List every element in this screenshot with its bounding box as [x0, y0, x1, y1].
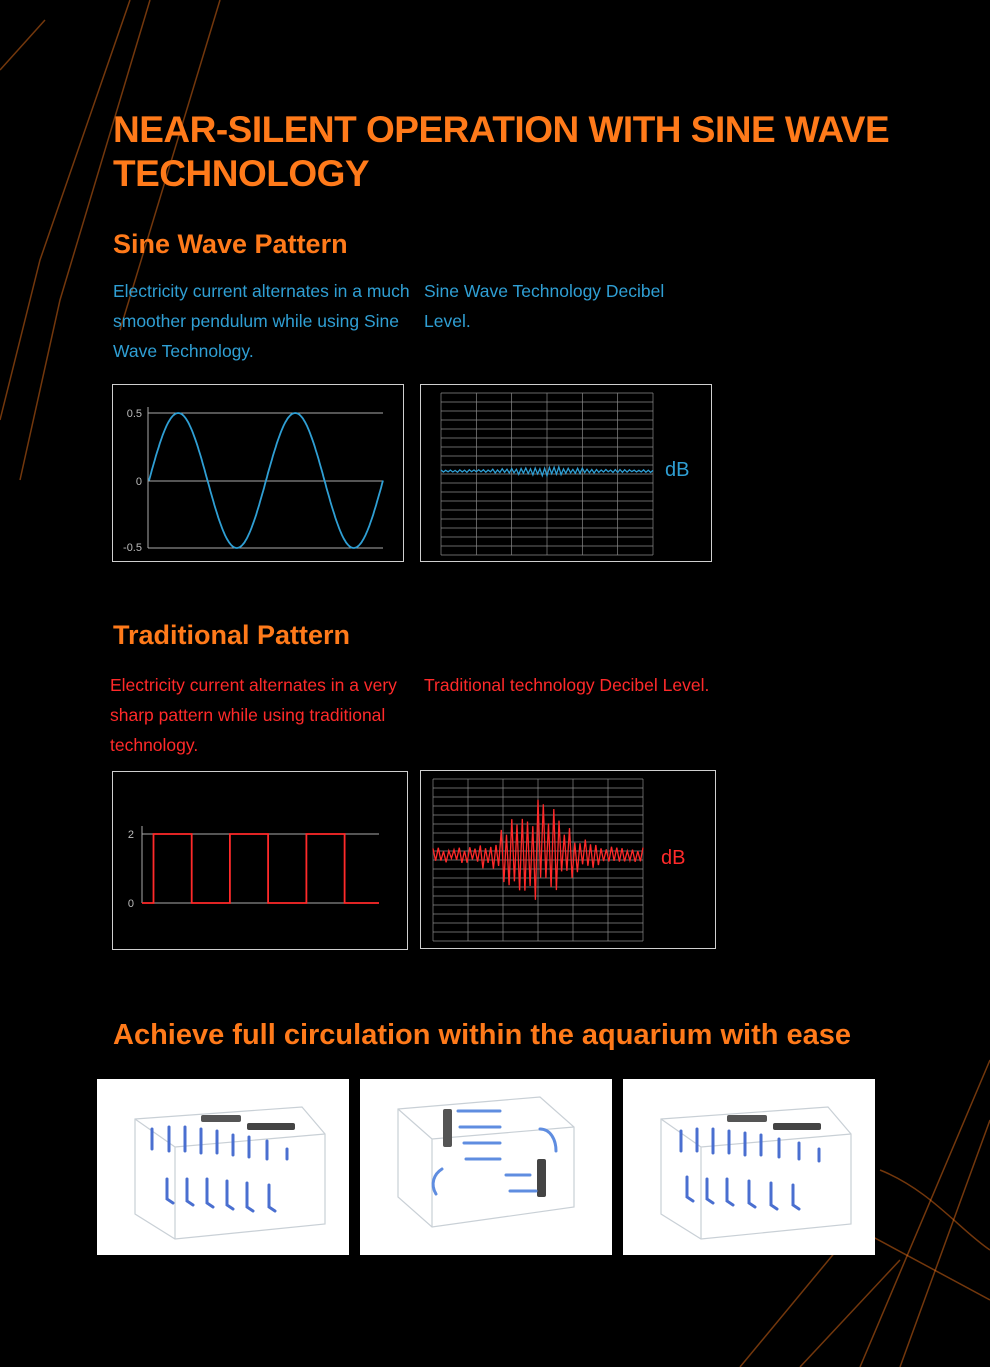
square-series-line [142, 834, 379, 903]
y-tick-label: 0 [127, 898, 134, 910]
sine-decibel-description: Sine Wave Technology Decibel Level. [424, 281, 665, 331]
aquarium-image-2 [360, 1079, 612, 1255]
y-tick-label: 0.5 [126, 408, 142, 420]
sine-db-label: dB [665, 459, 690, 481]
sine-heading: Sine Wave Pattern [113, 229, 348, 259]
circulation-heading: Achieve full circulation within the aquarium with ease [113, 1019, 852, 1051]
y-tick-label: 0 [135, 476, 142, 488]
traditional-decibel-chart [420, 770, 716, 949]
traditional-description: Electricity current alternates in a very sharp pattern while using traditional technology. [110, 675, 397, 755]
traditional-db-label: dB [661, 847, 686, 869]
y-tick-label: -0.5 [123, 542, 142, 554]
aquarium-image-3 [623, 1079, 875, 1255]
page-title: NEAR-SILENT OPERATION WITH SINE WAVE TECHNOLOGY [113, 109, 890, 194]
traditional-decibel-description: Traditional technology Decibel Level. [424, 675, 710, 695]
sine-decibel-chart [420, 384, 712, 562]
sine-wave-chart [112, 384, 404, 562]
traditional-heading: Traditional Pattern [113, 620, 351, 650]
aquarium-image-1 [97, 1079, 349, 1255]
square-wave-chart [112, 771, 408, 950]
sine-description: Electricity current alternates in a much smoother pendulum while using Sine Wave Technology. [113, 281, 410, 361]
y-tick-label: 2 [127, 829, 134, 841]
